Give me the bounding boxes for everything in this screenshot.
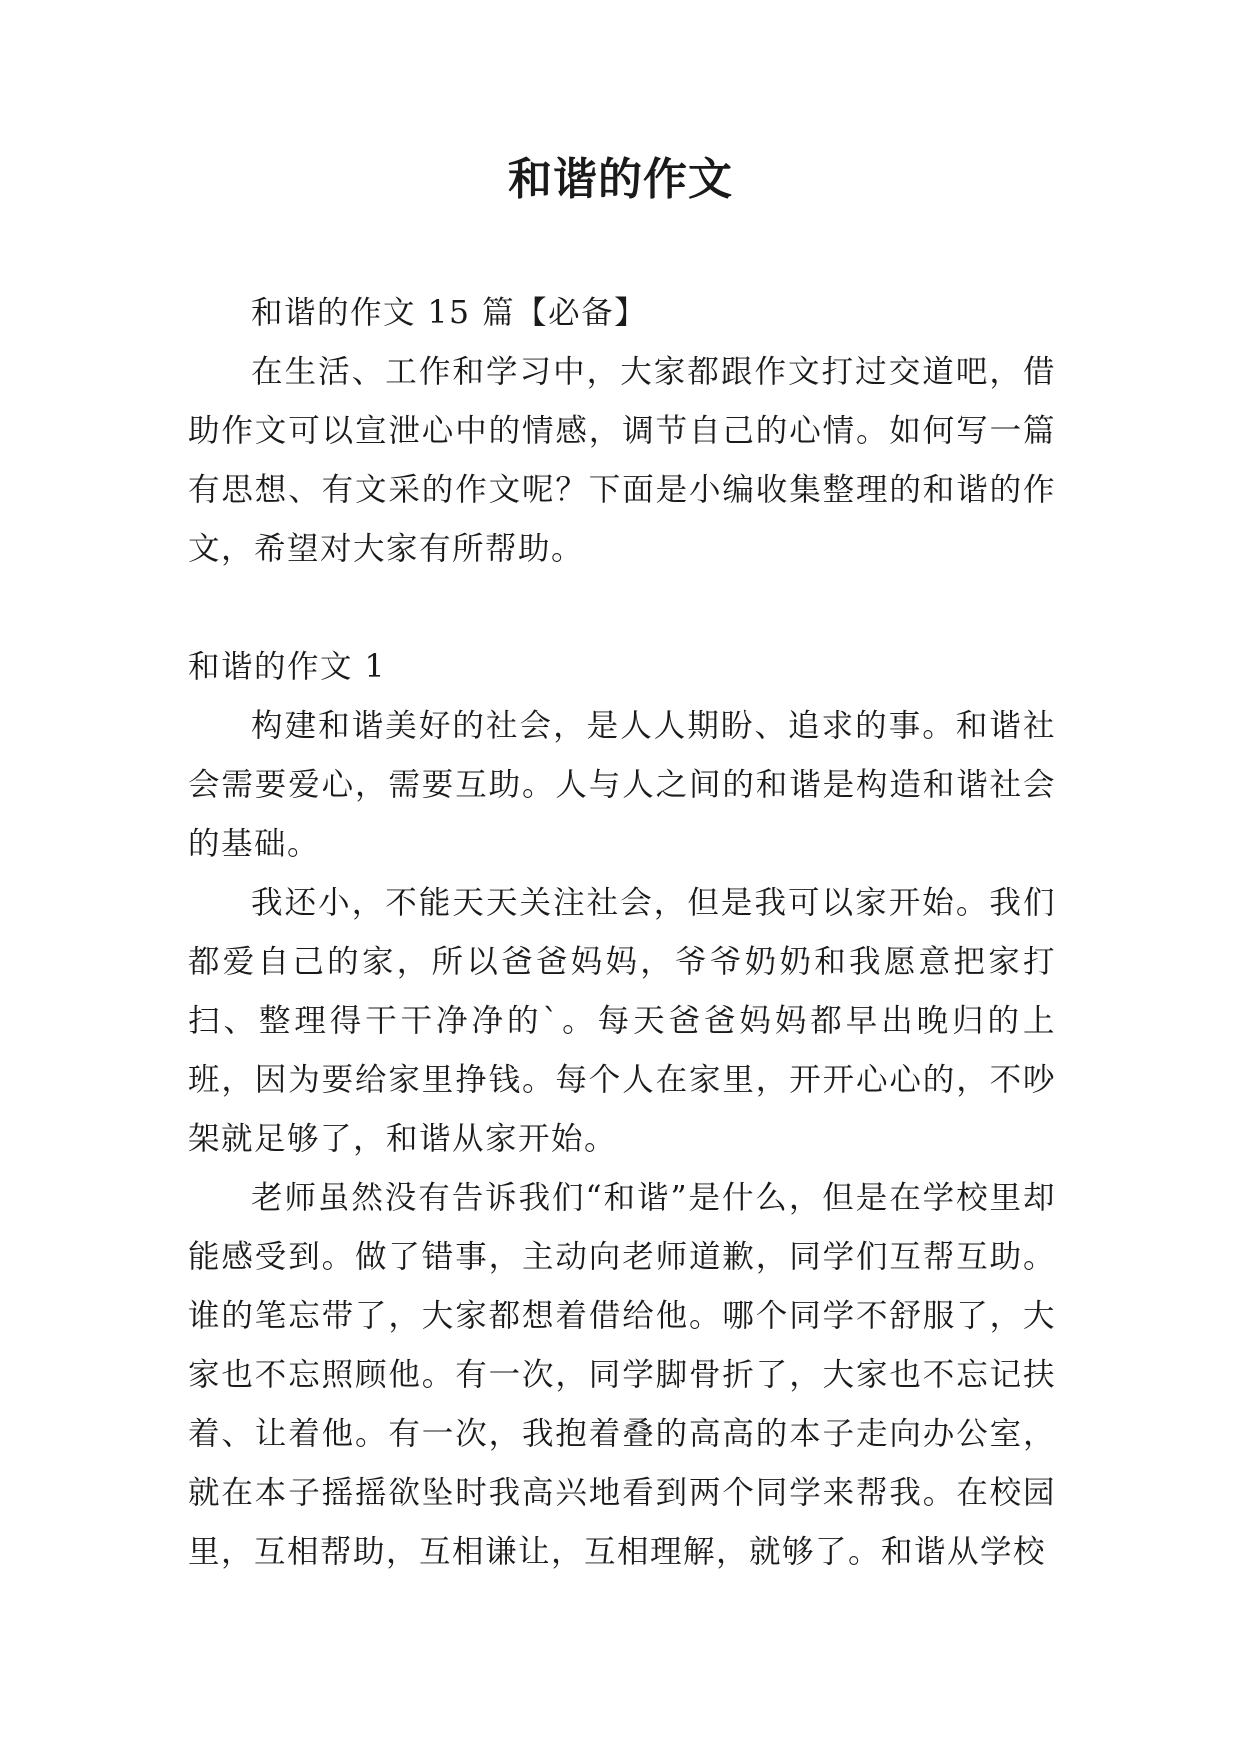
document-title: 和谐的作文 (508, 154, 733, 205)
intro-paragraph: 在生活、工作和学习中，大家都跟作文打过交道吧，借助作文可以宣泄心中的情感，调节自己的心情。如何写一篇有思想、有文采的作文呢？下面是小编收集整理的和谐的作文，希望对大家有所帮助。 (188, 354, 1056, 567)
document-subtitle: 和谐的作文 15 篇【必备】 (251, 295, 648, 331)
body-paragraph: 构建和谐美好的社会，是人人期盼、追求的事。和谐社会需要爱心，需要互助。人与人之间的和谐是构造和谐社会的基础。 (188, 708, 1056, 862)
body-paragraph: 老师虽然没有告诉我们“和谐”是什么，但是在学校里却能感受到。做了错事，主动向老师道歉，同学们互帮互助。谁的笔忘带了，大家都想着借给他。哪个同学不舒服了，大家也不忘照顾他。有一次，同学脚骨折了，大家也不忘记扶着、让着他。有一次，我抱着叠的高高的本子走向办公室，就在本子摇摇欲坠时我高兴地看到两个同学来帮我。在校园里，互相帮助，互相谦让，互相理解，就够了。和谐从学校 (188, 1180, 1056, 1570)
section-heading: 和谐的作文 1 (188, 649, 387, 685)
body-paragraph: 我还小，不能天天关注社会，但是我可以家开始。我们都爱自己的家，所以爸爸妈妈，爷爷奶奶和我愿意把家打扫、整理得干干净净的`。每天爸爸妈妈都早出晚归的上班，因为要给家里挣钱。每个人在家里，开开心心的，不吵架就足够了，和谐从家开始。 (188, 885, 1056, 1157)
document-body (188, 284, 1056, 1582)
